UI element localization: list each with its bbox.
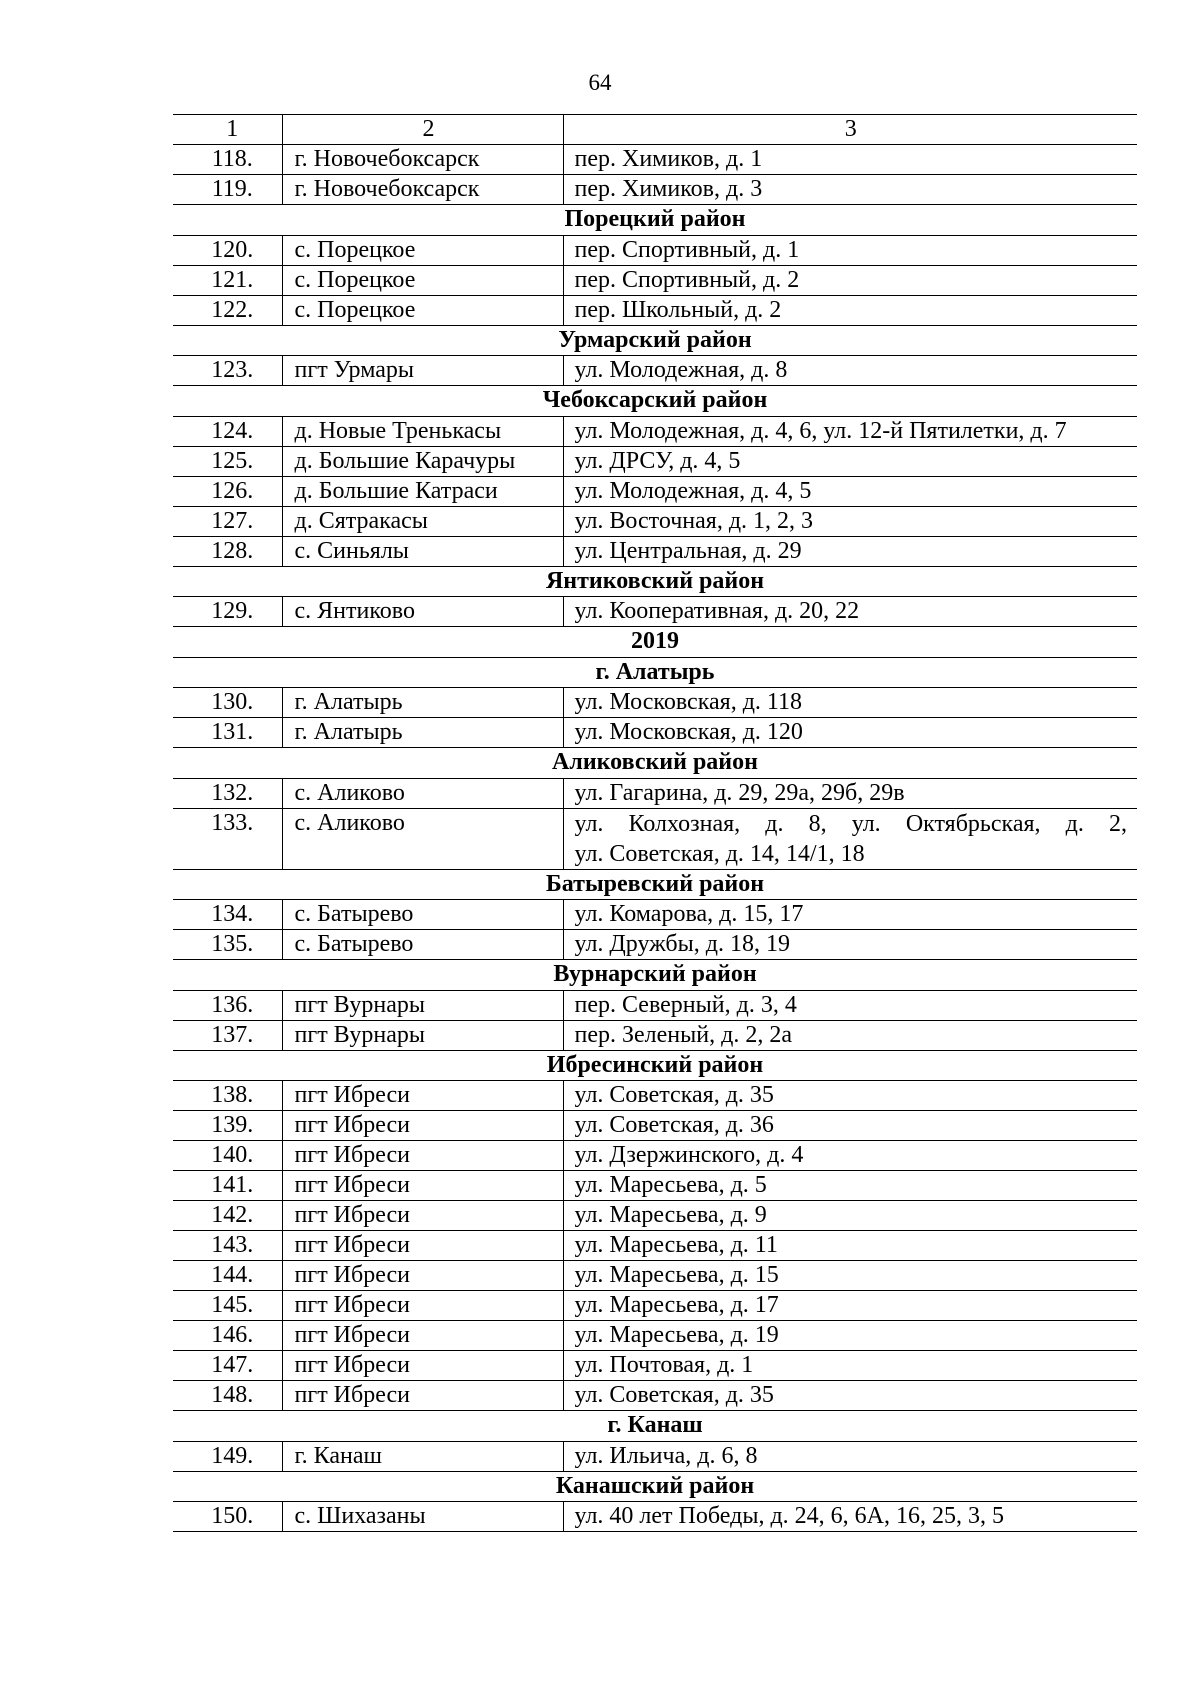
section-heading: Порецкий район (173, 205, 1137, 236)
address-cell: ул. Гагарина, д. 29, 29а, 29б, 29в (563, 778, 1137, 808)
address-cell: ул. Дзержинского, д. 4 (563, 1141, 1137, 1171)
table-row (173, 1081, 1137, 1111)
table-row (173, 808, 1137, 869)
section-heading-row (173, 869, 1137, 900)
locality-cell: пгт Ибреси (282, 1231, 563, 1261)
locality-cell: г. Алатырь (282, 688, 563, 718)
address-cell: ул. Комарова, д. 15, 17 (563, 900, 1137, 930)
table-row (173, 930, 1137, 960)
locality-cell: пгт Ибреси (282, 1351, 563, 1381)
section-heading: Канашский район (173, 1471, 1137, 1502)
page-number: 64 (588, 70, 612, 95)
section-heading: Аликовский район (173, 748, 1137, 779)
locality-cell: с. Батырево (282, 900, 563, 930)
table-row (173, 1381, 1137, 1411)
row-number: 121. (173, 265, 282, 295)
table-row (173, 1261, 1137, 1291)
locality-cell: г. Алатырь (282, 718, 563, 748)
locality-cell: г. Новочебоксарск (282, 145, 563, 175)
row-number: 146. (173, 1321, 282, 1351)
header-col-3: 3 (563, 115, 1137, 145)
locality-cell: пгт Вурнары (282, 1020, 563, 1050)
table-row (173, 175, 1137, 205)
section-heading-row (173, 657, 1137, 688)
locality-cell: д. Новые Тренькасы (282, 416, 563, 446)
locality-cell: с. Аликово (282, 778, 563, 808)
address-line-2: ул. Советская, д. 14, 14/1, 18 (574, 840, 865, 867)
table-row (173, 265, 1137, 295)
table-row (173, 536, 1137, 566)
address-cell: пер. Химиков, д. 3 (563, 175, 1137, 205)
address-cell: ул. Советская, д. 35 (563, 1081, 1137, 1111)
row-number: 122. (173, 295, 282, 325)
row-number: 140. (173, 1141, 282, 1171)
address-cell: ул. Маресьева, д. 15 (563, 1261, 1137, 1291)
row-number: 133. (173, 808, 282, 869)
address-cell: ул. Молодежная, д. 4, 6, ул. 12-й Пятилетки, д. 7 (563, 416, 1137, 446)
address-cell (563, 808, 1137, 869)
table-row (173, 1141, 1137, 1171)
table-row (173, 597, 1137, 627)
address-cell: ул. Молодежная, д. 8 (563, 356, 1137, 386)
table-row (173, 476, 1137, 506)
section-heading: г. Канаш (173, 1411, 1137, 1442)
table-row (173, 1201, 1137, 1231)
row-number: 139. (173, 1111, 282, 1141)
locality-cell: пгт Ибреси (282, 1201, 563, 1231)
section-heading: Янтиковский район (173, 566, 1137, 597)
table-row (173, 1111, 1137, 1141)
locality-cell: пгт Вурнары (282, 990, 563, 1020)
section-heading: Урмарский район (173, 325, 1137, 356)
row-number: 145. (173, 1291, 282, 1321)
table-row (173, 356, 1137, 386)
address-cell: ул. ДРСУ, д. 4, 5 (563, 446, 1137, 476)
section-heading-row (173, 205, 1137, 236)
locality-cell: д. Сятракасы (282, 506, 563, 536)
table-header-row (173, 115, 1137, 145)
row-number: 137. (173, 1020, 282, 1050)
locality-cell: г. Новочебоксарск (282, 175, 563, 205)
table-row (173, 1321, 1137, 1351)
address-cell: пер. Северный, д. 3, 4 (563, 990, 1137, 1020)
locality-cell: пгт Ибреси (282, 1261, 563, 1291)
addresses-table (173, 114, 1137, 1532)
table-row (173, 416, 1137, 446)
address-cell: ул. 40 лет Победы, д. 24, 6, 6А, 16, 25, 3, 5 (563, 1502, 1137, 1532)
locality-cell: пгт Ибреси (282, 1111, 563, 1141)
address-cell: пер. Спортивный, д. 2 (563, 265, 1137, 295)
row-number: 129. (173, 597, 282, 627)
table-row (173, 1020, 1137, 1050)
locality-cell: д. Большие Карачуры (282, 446, 563, 476)
section-heading-row (173, 1471, 1137, 1502)
address-line-1: ул. Колхозная, д. 8, ул. Октябрьская, д. 2, (574, 810, 1127, 837)
locality-cell: пгт Ибреси (282, 1081, 563, 1111)
locality-cell: пгт Ибреси (282, 1141, 563, 1171)
address-cell: пер. Школьный, д. 2 (563, 295, 1137, 325)
address-cell: ул. Советская, д. 36 (563, 1111, 1137, 1141)
table-row (173, 900, 1137, 930)
address-cell: ул. Почтовая, д. 1 (563, 1351, 1137, 1381)
section-heading: г. Алатырь (173, 657, 1137, 688)
address-cell: ул. Ильича, д. 6, 8 (563, 1441, 1137, 1471)
locality-cell: пгт Ибреси (282, 1381, 563, 1411)
table-row (173, 1351, 1137, 1381)
address-cell: ул. Советская, д. 35 (563, 1381, 1137, 1411)
table-row (173, 688, 1137, 718)
locality-cell: пгт Ибреси (282, 1171, 563, 1201)
section-heading-row (173, 748, 1137, 779)
address-cell: ул. Кооперативная, д. 20, 22 (563, 597, 1137, 627)
locality-cell: г. Канаш (282, 1441, 563, 1471)
address-cell: ул. Московская, д. 120 (563, 718, 1137, 748)
table-row (173, 1231, 1137, 1261)
table-row (173, 235, 1137, 265)
locality-cell: пгт Урмары (282, 356, 563, 386)
section-heading: Чебоксарский район (173, 386, 1137, 417)
locality-cell: с. Порецкое (282, 235, 563, 265)
row-number: 138. (173, 1081, 282, 1111)
row-number: 124. (173, 416, 282, 446)
address-cell: ул. Молодежная, д. 4, 5 (563, 476, 1137, 506)
row-number: 136. (173, 990, 282, 1020)
row-number: 141. (173, 1171, 282, 1201)
locality-cell: пгт Ибреси (282, 1291, 563, 1321)
row-number: 148. (173, 1381, 282, 1411)
table-row (173, 1441, 1137, 1471)
row-number: 123. (173, 356, 282, 386)
table-row (173, 1171, 1137, 1201)
row-number: 143. (173, 1231, 282, 1261)
section-heading-row (173, 627, 1137, 658)
section-heading-row (173, 1411, 1137, 1442)
address-cell: ул. Дружбы, д. 18, 19 (563, 930, 1137, 960)
row-number: 128. (173, 536, 282, 566)
address-cell: ул. Маресьева, д. 11 (563, 1231, 1137, 1261)
row-number: 127. (173, 506, 282, 536)
row-number: 149. (173, 1441, 282, 1471)
table-row (173, 1502, 1137, 1532)
row-number: 125. (173, 446, 282, 476)
row-number: 135. (173, 930, 282, 960)
row-number: 144. (173, 1261, 282, 1291)
locality-cell: с. Янтиково (282, 597, 563, 627)
address-cell: ул. Маресьева, д. 17 (563, 1291, 1137, 1321)
locality-cell: с. Порецкое (282, 265, 563, 295)
section-heading: 2019 (173, 627, 1137, 658)
row-number: 120. (173, 235, 282, 265)
address-cell: пер. Спортивный, д. 1 (563, 235, 1137, 265)
row-number: 142. (173, 1201, 282, 1231)
locality-cell: д. Большие Катраси (282, 476, 563, 506)
address-cell: ул. Маресьева, д. 9 (563, 1201, 1137, 1231)
table-row (173, 446, 1137, 476)
row-number: 147. (173, 1351, 282, 1381)
table-body (173, 115, 1137, 1532)
table-row (173, 506, 1137, 536)
address-cell: ул. Центральная, д. 29 (563, 536, 1137, 566)
locality-cell: с. Аликово (282, 808, 563, 869)
section-heading-row (173, 960, 1137, 991)
row-number: 134. (173, 900, 282, 930)
address-cell: ул. Восточная, д. 1, 2, 3 (563, 506, 1137, 536)
row-number: 132. (173, 778, 282, 808)
address-cell: пер. Зеленый, д. 2, 2а (563, 1020, 1137, 1050)
locality-cell: с. Батырево (282, 930, 563, 960)
table-row (173, 778, 1137, 808)
table-row (173, 295, 1137, 325)
header-col-1: 1 (173, 115, 282, 145)
row-number: 150. (173, 1502, 282, 1532)
locality-cell: пгт Ибреси (282, 1321, 563, 1351)
locality-cell: с. Шихазаны (282, 1502, 563, 1532)
locality-cell: с. Синьялы (282, 536, 563, 566)
address-cell: ул. Маресьева, д. 19 (563, 1321, 1137, 1351)
section-heading-row (173, 566, 1137, 597)
row-number: 131. (173, 718, 282, 748)
address-cell: ул. Московская, д. 118 (563, 688, 1137, 718)
row-number: 118. (173, 145, 282, 175)
section-heading-row (173, 325, 1137, 356)
row-number: 119. (173, 175, 282, 205)
section-heading: Батыревский район (173, 869, 1137, 900)
table-row (173, 145, 1137, 175)
section-heading: Ибресинский район (173, 1050, 1137, 1081)
section-heading-row (173, 386, 1137, 417)
address-cell: ул. Маресьева, д. 5 (563, 1171, 1137, 1201)
table-row (173, 718, 1137, 748)
row-number: 130. (173, 688, 282, 718)
table-row (173, 990, 1137, 1020)
table-row (173, 1291, 1137, 1321)
header-col-2: 2 (282, 115, 563, 145)
row-number: 126. (173, 476, 282, 506)
locality-cell: с. Порецкое (282, 295, 563, 325)
section-heading: Вурнарский район (173, 960, 1137, 991)
address-cell: пер. Химиков, д. 1 (563, 145, 1137, 175)
section-heading-row (173, 1050, 1137, 1081)
